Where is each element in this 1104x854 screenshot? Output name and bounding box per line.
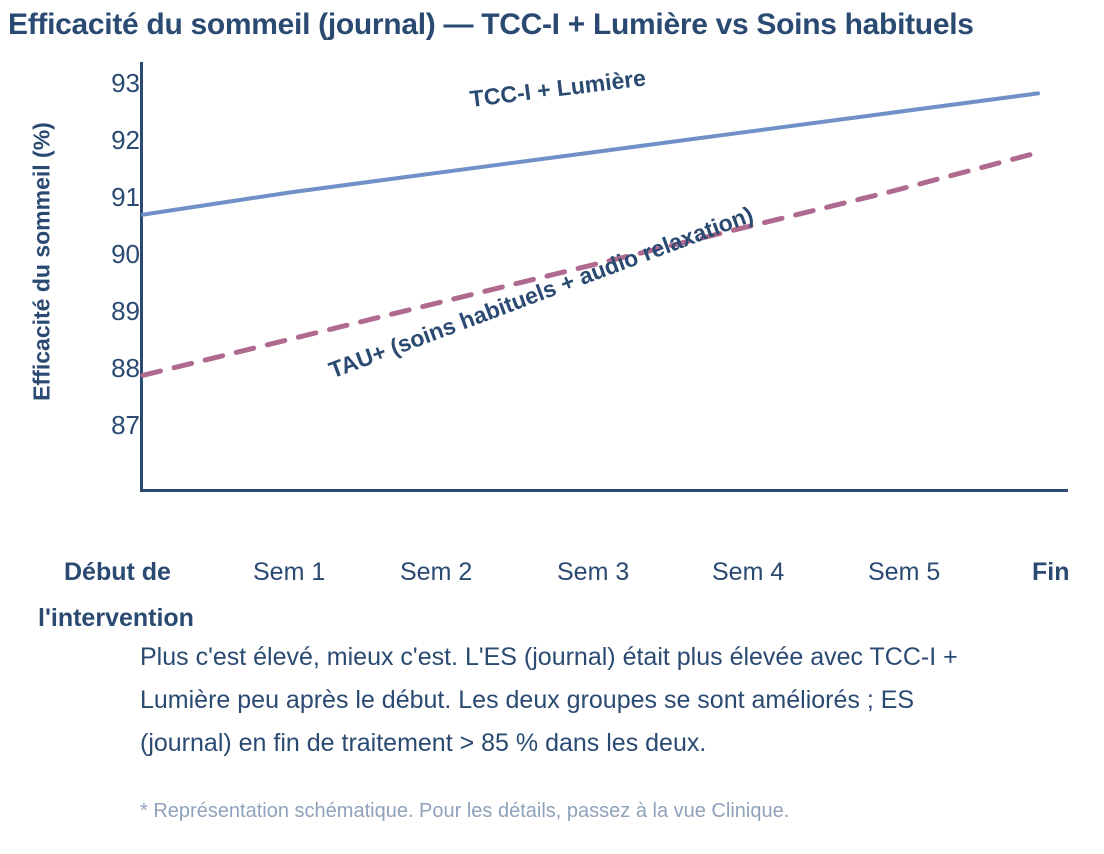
- x-tick-label-start-sub: l'intervention: [38, 604, 194, 632]
- y-tick-label: 88: [111, 353, 140, 383]
- page-title: Efficacité du sommeil (journal) — TCC-I + Lumière vs Soins habituels: [8, 8, 974, 41]
- x-tick-label-week5: Sem 5: [868, 558, 941, 586]
- y-tick-label: 91: [111, 182, 140, 212]
- x-axis-ticks: [0, 558, 1104, 648]
- plot-area: [140, 62, 1068, 492]
- x-tick-label-week4: Sem 4: [712, 558, 785, 586]
- y-tick-label: 90: [111, 239, 140, 269]
- y-tick-label: 93: [111, 68, 140, 98]
- x-tick-label-end: Fin: [1032, 558, 1070, 586]
- series-label-tau: TAU+ (soins habituels + audio relaxation): [325, 201, 757, 384]
- x-tick-label-week1: Sem 1: [253, 558, 326, 586]
- series-label-cbti: TCC-I + Lumière: [468, 64, 648, 112]
- y-tick-label: 92: [111, 125, 140, 155]
- y-tick-label: 89: [111, 296, 140, 326]
- y-axis-label: Efficacité du sommeil (%): [28, 122, 55, 401]
- x-tick-label-week3: Sem 3: [557, 558, 630, 586]
- y-tick-label: 87: [111, 410, 140, 440]
- y-axis-ticks: [60, 62, 140, 492]
- caption-text: Plus c'est élevé, mieux c'est. L'ES (journal) était plus élevée avec TCC-I + Lumière peu après le début. Les deux groupes se sont améliorés ; ES (journal) en fin de traitement > 85 % dans les deux.: [140, 643, 958, 757]
- x-tick-label-week2: Sem 2: [400, 558, 473, 586]
- chart-footnote: * Représentation schématique. Pour les détails, passez à la vue Clinique.: [140, 800, 790, 822]
- x-tick-label-start: Début de: [64, 558, 171, 586]
- chart-container: [0, 62, 1104, 632]
- chart-caption: [140, 636, 970, 765]
